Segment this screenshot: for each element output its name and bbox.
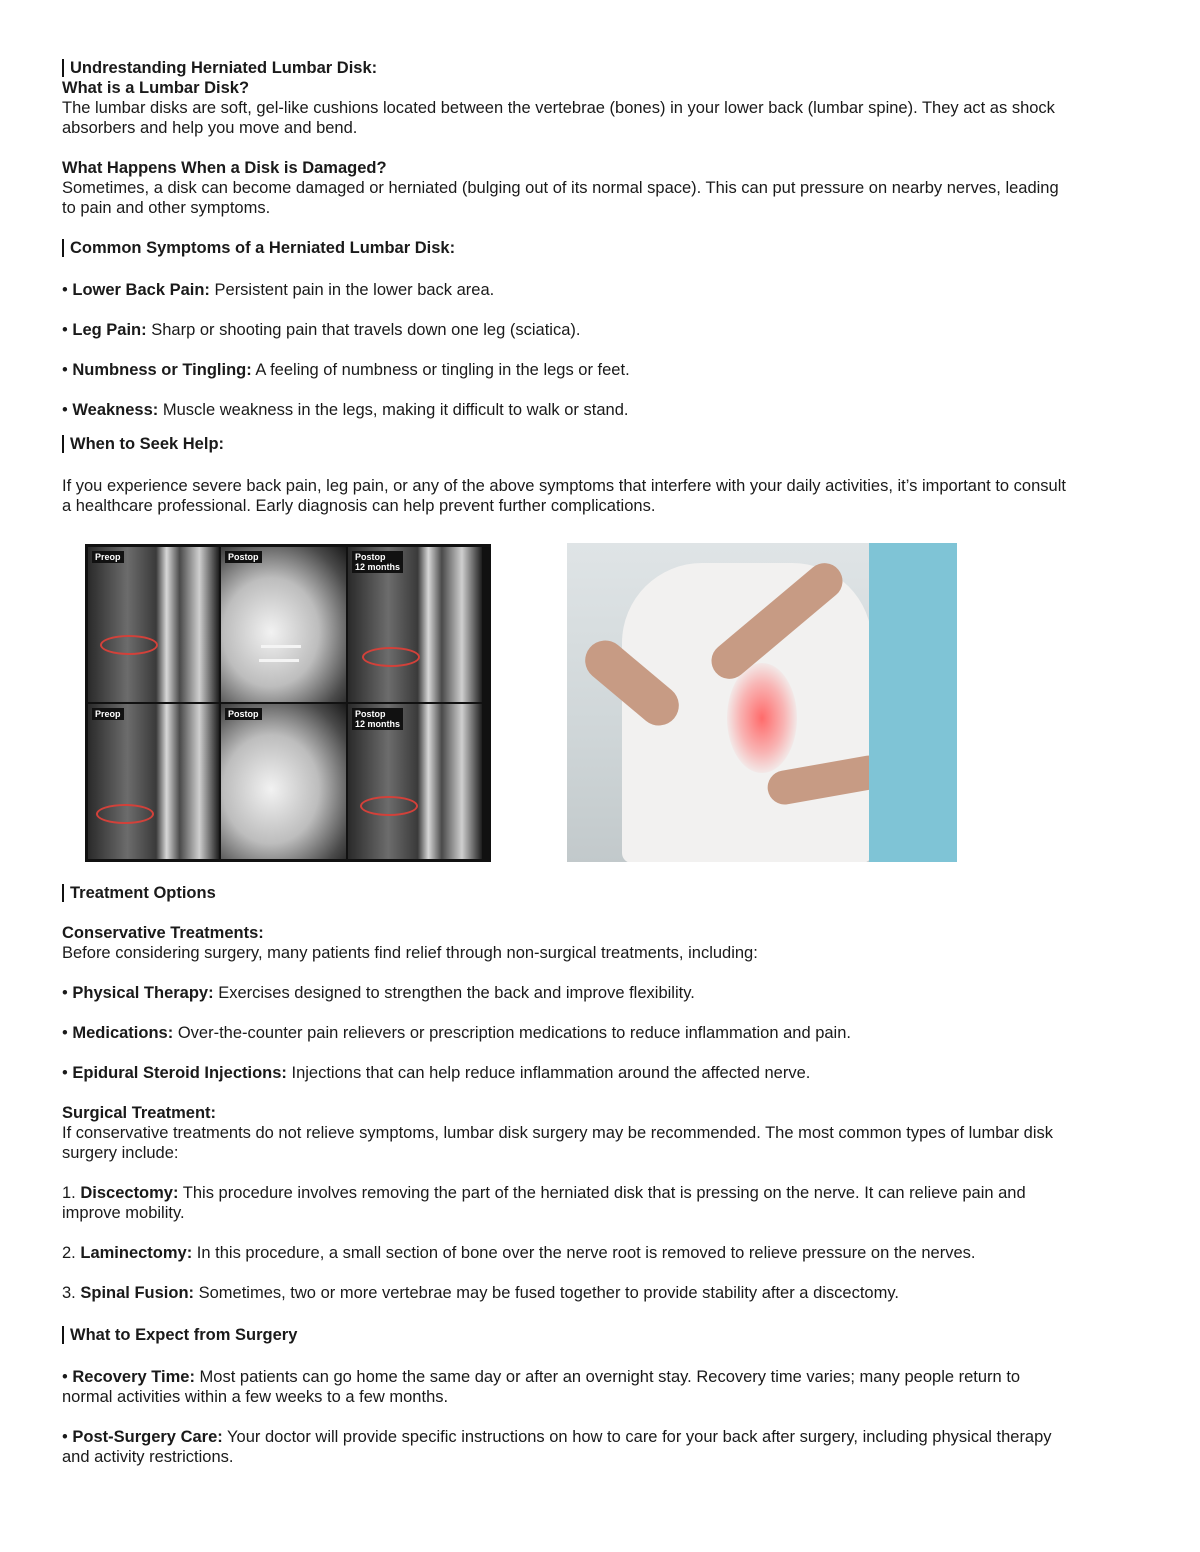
heading-bar-icon	[62, 239, 64, 257]
bullet-icon: •	[62, 281, 68, 299]
mri-panel	[88, 547, 219, 702]
paragraph-line: If conservative treatments do not relieve symptoms, lumbar disk surgery may be recommended. The most common types of lumbar disk	[62, 1124, 1054, 1142]
mri-panel	[348, 547, 482, 702]
heading-text: Treatment Options	[70, 884, 216, 902]
xray-panel	[221, 704, 346, 859]
expect-item-continuation: normal activities within a few weeks to a few months.	[62, 1388, 449, 1406]
surgery-item	[62, 1183, 1142, 1203]
highlight-ring-icon	[100, 635, 158, 655]
item-label: Recovery Time:	[72, 1368, 195, 1386]
expect-item	[62, 1427, 1142, 1447]
paragraph-line: to pain and other symptoms.	[62, 199, 271, 217]
section-heading-seek-help	[62, 434, 1142, 454]
heading-bar-icon	[62, 435, 64, 453]
heading-text: Common Symptoms of a Herniated Lumbar Disk:	[70, 239, 456, 257]
xray-panel	[221, 547, 346, 702]
item-text: This procedure involves removing the part of the herniated disk that is pressing on the nerve. It can relieve pain and	[178, 1184, 1026, 1202]
section-heading-treatment	[62, 883, 1142, 903]
item-text: Sometimes, two or more vertebrae may be fused together to provide stability after a discectomy.	[194, 1284, 899, 1302]
symptom-item	[62, 320, 1142, 340]
paragraph-line: absorbers and help you move and bend.	[62, 119, 358, 137]
bullet-icon: •	[62, 984, 68, 1002]
bullet-icon: •	[62, 1064, 68, 1082]
bullet-icon: •	[62, 1024, 68, 1042]
item-number: 1.	[62, 1184, 76, 1202]
heading-text: Undrestanding Herniated Lumbar Disk:	[70, 59, 378, 77]
item-text: Sharp or shooting pain that travels down one leg (sciatica).	[146, 321, 581, 339]
item-label: Physical Therapy:	[72, 984, 214, 1002]
item-text: Exercises designed to strengthen the back and improve flexibility.	[213, 984, 695, 1002]
surgery-item	[62, 1243, 1142, 1263]
item-label: Weakness:	[72, 401, 159, 419]
screw-icon	[259, 659, 299, 662]
item-text: Most patients can go home the same day or after an overnight stay. Recovery time varies; many people return to	[194, 1368, 1021, 1386]
paragraph-line: Before considering surgery, many patients find relief through non-surgical treatments, including:	[62, 944, 758, 962]
item-text: A feeling of numbness or tingling in the legs or feet.	[251, 361, 630, 379]
mri-panel	[348, 704, 482, 859]
panel-label: Postop	[225, 708, 262, 720]
highlight-ring-icon	[96, 804, 154, 824]
doctor-scrubs	[869, 543, 957, 862]
item-text: Your doctor will provide specific instructions on how to care for your back after surgery, including physical therapy	[222, 1428, 1052, 1446]
symptom-item	[62, 400, 1142, 420]
subheading-conservative: Conservative Treatments:	[62, 924, 264, 942]
item-text: Muscle weakness in the legs, making it difficult to walk or stand.	[158, 401, 629, 419]
paragraph-line: If you experience severe back pain, leg pain, or any of the above symptoms that interfere with your daily activities, it’s important to consult	[62, 477, 1066, 495]
bullet-icon: •	[62, 1428, 68, 1446]
paragraph-line: The lumbar disks are soft, gel-like cushions located between the vertebrae (bones) in your lower back (lumbar spine). They act as shock	[62, 99, 1055, 117]
item-label: Lower Back Pain:	[72, 281, 210, 299]
item-label: Epidural Steroid Injections:	[72, 1064, 287, 1082]
heading-bar-icon	[62, 59, 64, 77]
heading-text: When to Seek Help:	[70, 435, 225, 453]
item-text: Over-the-counter pain relievers or prescription medications to reduce inflammation and pain.	[173, 1024, 851, 1042]
panel-label: Postop 12 months	[352, 708, 403, 730]
item-number: 2.	[62, 1244, 76, 1262]
document-page	[62, 58, 1142, 1467]
mri-panel	[88, 704, 219, 859]
paragraph-line: Sometimes, a disk can become damaged or herniated (bulging out of its normal space). This can put pressure on nearby nerves, leading	[62, 179, 1059, 197]
symptom-item	[62, 360, 1142, 380]
mri-comparison-image	[85, 544, 491, 862]
highlight-ring-icon	[362, 647, 420, 667]
treatment-item	[62, 1023, 1142, 1043]
subheading-surgical: Surgical Treatment:	[62, 1104, 217, 1122]
paragraph-line: surgery include:	[62, 1144, 179, 1162]
symptom-item	[62, 280, 1142, 300]
bullet-icon: •	[62, 361, 68, 379]
panel-label: Postop	[225, 551, 262, 563]
paragraph-line: a healthcare professional. Early diagnosis can help prevent further complications.	[62, 497, 656, 515]
bullet-icon: •	[62, 321, 68, 339]
subheading-what-is-lumbar-disk: What is a Lumbar Disk?	[62, 79, 250, 97]
heading-text: What to Expect from Surgery	[70, 1326, 298, 1344]
section-heading-symptoms	[62, 238, 1142, 258]
spine-pain-glow-icon	[727, 663, 797, 773]
item-label: Post-Surgery Care:	[72, 1428, 223, 1446]
item-text: In this procedure, a small section of bone over the nerve root is removed to relieve pressure on the nerves.	[192, 1244, 976, 1262]
heading-bar-icon	[62, 1326, 64, 1344]
image-row	[62, 538, 1142, 883]
item-label: Leg Pain:	[72, 321, 147, 339]
screw-icon	[261, 645, 301, 648]
expect-item	[62, 1367, 1142, 1387]
item-text: Injections that can help reduce inflammation around the affected nerve.	[286, 1064, 811, 1082]
item-number: 3.	[62, 1284, 76, 1302]
item-label: Spinal Fusion:	[80, 1284, 195, 1302]
expect-item-continuation: and activity restrictions.	[62, 1448, 234, 1466]
treatment-item	[62, 1063, 1142, 1083]
bullet-icon: •	[62, 401, 68, 419]
panel-label: Postop 12 months	[352, 551, 403, 573]
section-heading-expect	[62, 1325, 1142, 1345]
item-label: Medications:	[72, 1024, 174, 1042]
section-heading-understanding	[62, 58, 1142, 78]
subheading-disk-damaged: What Happens When a Disk is Damaged?	[62, 159, 387, 177]
panel-label: Preop	[92, 708, 124, 720]
heading-bar-icon	[62, 884, 64, 902]
panel-label: Preop	[92, 551, 124, 563]
highlight-ring-icon	[360, 796, 418, 816]
bullet-icon: •	[62, 1368, 68, 1386]
surgery-item-continuation: improve mobility.	[62, 1204, 185, 1222]
item-text: Persistent pain in the lower back area.	[209, 281, 495, 299]
surgery-item	[62, 1283, 1142, 1303]
item-label: Discectomy:	[80, 1184, 179, 1202]
back-pain-photo	[567, 543, 957, 862]
item-label: Laminectomy:	[80, 1244, 193, 1262]
item-label: Numbness or Tingling:	[72, 361, 252, 379]
treatment-item	[62, 983, 1142, 1003]
